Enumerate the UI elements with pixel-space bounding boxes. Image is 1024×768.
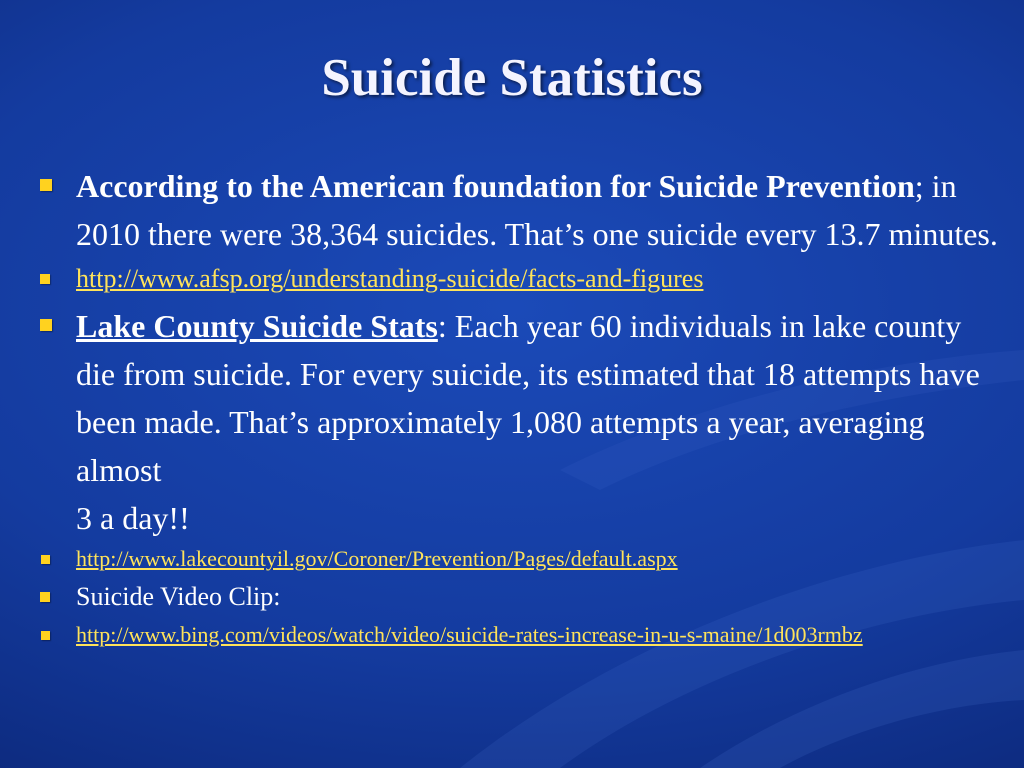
afsp-source-label: According to the American foundation for Suicide Prevention xyxy=(76,168,915,204)
slide-content xyxy=(38,162,998,654)
bullet-square-icon xyxy=(40,179,52,191)
afsp-statistics-text: in 2010 there were 38,364 suicides. That’s one suicide every 13.7 minutes. xyxy=(76,168,998,252)
bullet-video-clip xyxy=(38,578,998,616)
afsp-facts-link[interactable]: http://www.afsp.org/understanding-suicide/facts-and-figures xyxy=(76,264,704,293)
bullet-video-link xyxy=(38,620,998,650)
lake-county-coroner-link[interactable]: http://www.lakecountyil.gov/Coroner/Prevention/Pages/default.aspx xyxy=(76,546,678,571)
bullet-square-icon xyxy=(41,555,50,564)
video-clip-label: Suicide Video Clip: xyxy=(76,582,281,611)
lake-county-text-end: 3 a day!! xyxy=(76,500,190,536)
bullet-afsp-statistics xyxy=(38,162,998,258)
bullet-afsp-link xyxy=(38,260,998,298)
video-clip-link[interactable]: http://www.bing.com/videos/watch/video/suicide-rates-increase-in-u-s-maine/1d003rmbz xyxy=(76,622,863,647)
afsp-separator: ; xyxy=(914,168,924,204)
lake-county-label: Lake County Suicide Stats xyxy=(76,308,438,344)
bullet-lake-county-stats xyxy=(38,302,998,542)
bullet-square-icon xyxy=(41,631,50,640)
bullet-square-icon xyxy=(40,319,52,331)
bullet-lake-county-link xyxy=(38,544,998,574)
bullet-square-icon xyxy=(40,274,50,284)
slide-title: Suicide Statistics xyxy=(321,49,703,107)
lake-county-separator: : xyxy=(437,308,447,344)
lake-county-text: Each year 60 individuals in lake county die from suicide. For every suicide, its estimated that 18 attempts have been made. That’s approximately 1,080 attempts a year, averaging almost xyxy=(76,308,980,488)
bullet-square-icon xyxy=(40,592,50,602)
